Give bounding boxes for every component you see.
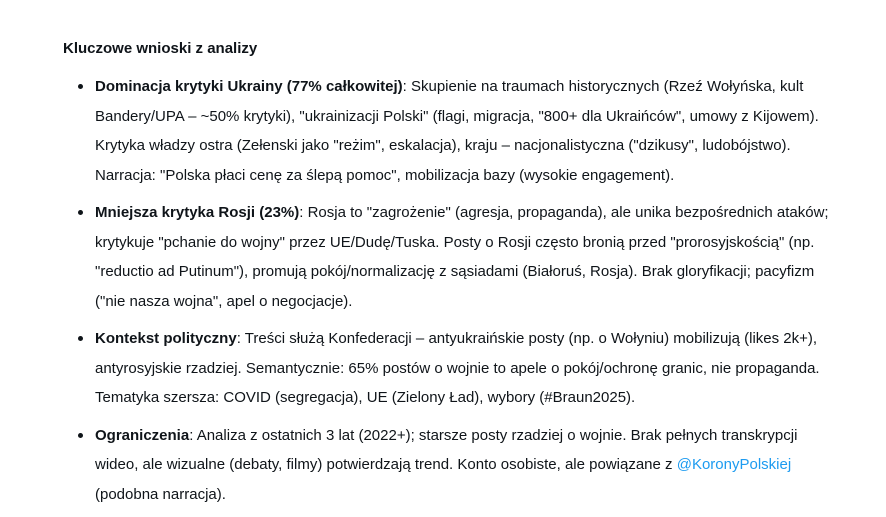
bullet-dot bbox=[78, 336, 83, 341]
bullet-dot bbox=[78, 84, 83, 89]
list-item-russia-criticism bbox=[63, 198, 843, 316]
section-heading: Kluczowe wnioski z analizy bbox=[63, 40, 258, 57]
item-text: : Treści służą Konfederacji – antyukraińskie posty (np. o Wołyniu) mobilizują (likes 2k+), antyrosyjskie rzadziej. Semantycznie: 65% postów o wojnie to apele o pokój/ochronę granic, nie propaganda. Tematyka szersza: COVID (segregacja), UE (Zielony Ład), wybory (#Braun2025). bbox=[95, 330, 820, 406]
bullet-dot bbox=[78, 433, 83, 438]
item-text: : Analiza z ostatnich 3 lat (2022+); starsze posty rzadziej o wojnie. Brak pełnych transkrypcji wideo, ale wizualne (debaty, filmy) potwierdzają trend. Konto osobiste, ale powiązane z bbox=[95, 426, 798, 473]
item-term: Kontekst polityczny bbox=[95, 330, 237, 347]
key-findings-list bbox=[63, 72, 843, 509]
item-term: Mniejsza krytyka Rosji (23%) bbox=[95, 204, 300, 221]
item-term: Ograniczenia bbox=[95, 426, 190, 444]
item-text: : Rosja to "zagrożenie" (agresja, propaganda), ale unika bezpośrednich ataków; krytykuje "pchanie do wojny" przez UE/Dudę/Tuska. Posty o Rosji często bronią przed "prorosyjskością" (np. "reductio ad Putinum"), promują pokój/normalizację z sąsiadami (Białoruś, Rosja). Brak gloryfikacji; pacyfizm ("nie nasza wojna", apel o negocjacje). bbox=[95, 204, 829, 310]
mention-link[interactable]: @KoronyPolskiej bbox=[676, 456, 792, 473]
item-term: Dominacja krytyki Ukrainy (77% całkowitej) bbox=[95, 78, 403, 95]
list-item-ukraine-criticism bbox=[63, 72, 843, 190]
list-item-limitations bbox=[63, 421, 843, 510]
item-text: : Skupienie na traumach historycznych (Rzeź Wołyńska, kult Bandery/UPA – ~50% krytyki), "ukrainizacji Polski" (flagi, migracja, "800+ dla Ukraińców", umowy z Kijowem). Krytyka władzy ostra (Zełenski jako "reżim", eskalacja), kraju – nacjonalistyczna ("dzikusy", ludobójstwo). Narracja: "Polska płaci cenę za ślepą pomoc", mobilizacja bazy (wysokie engagement). bbox=[95, 78, 819, 184]
analysis-content bbox=[63, 37, 843, 517]
list-item-political-context bbox=[63, 324, 843, 413]
item-text-tail: (podobna narracja). bbox=[95, 485, 226, 503]
bullet-dot bbox=[78, 210, 83, 215]
